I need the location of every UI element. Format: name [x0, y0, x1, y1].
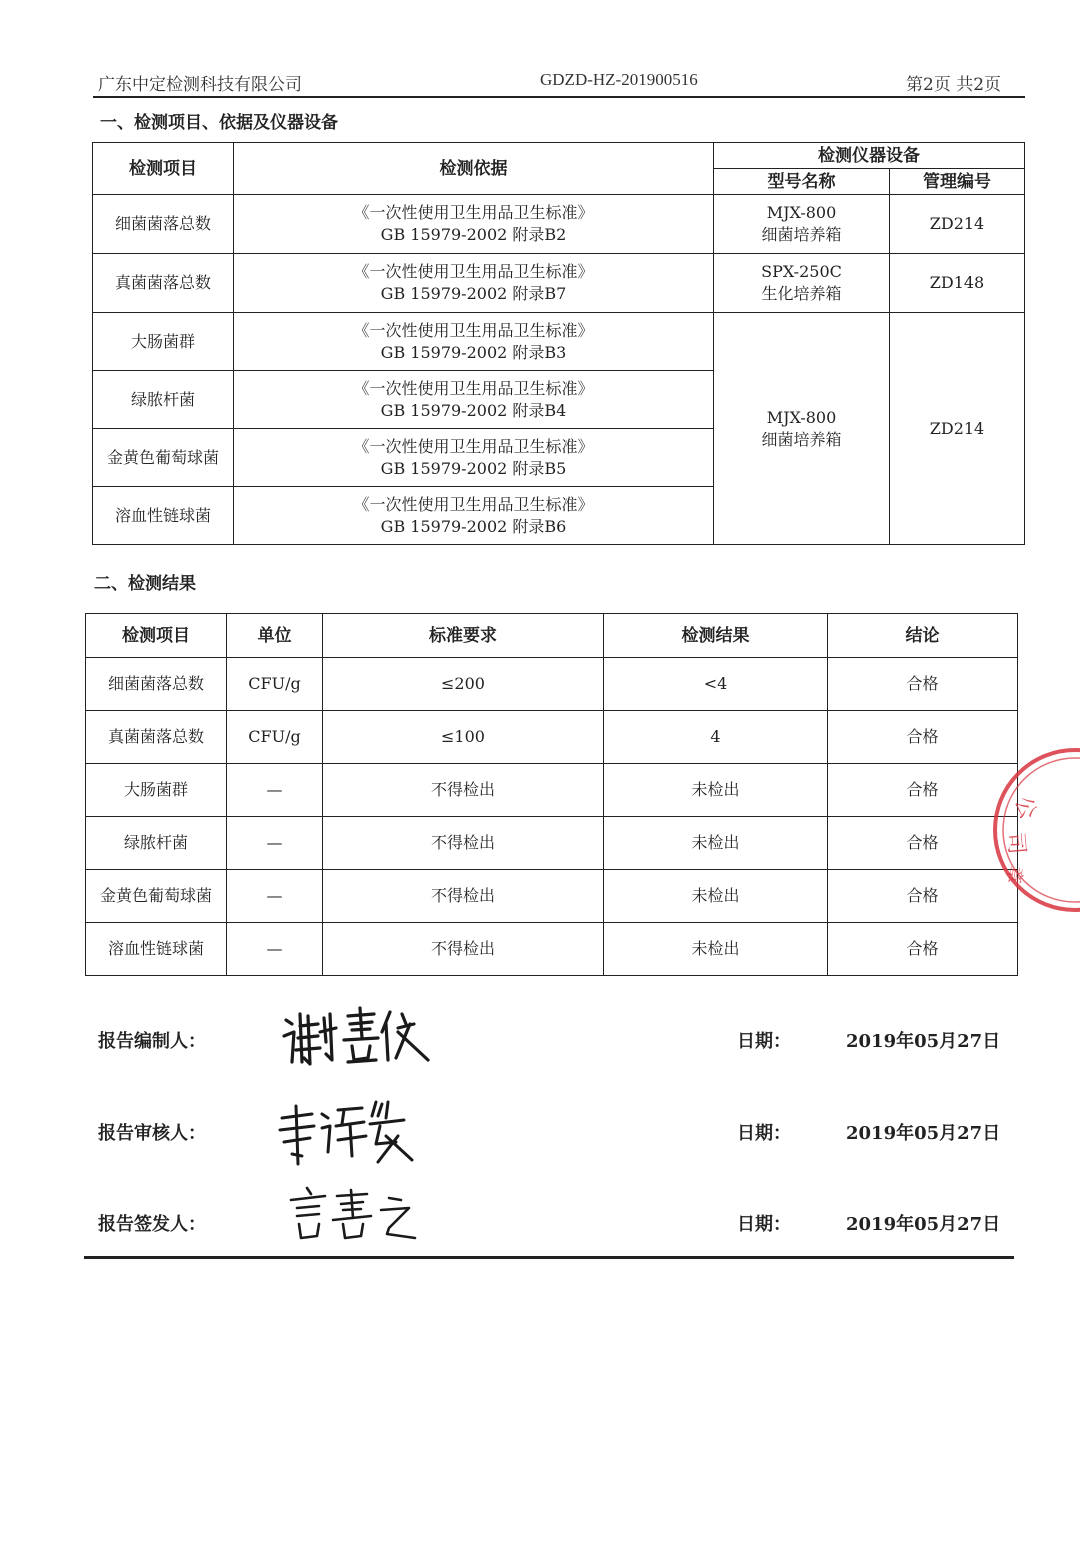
- standard-cell: 不得检出: [323, 817, 604, 870]
- col-header-item: 检测项目: [93, 143, 234, 195]
- compiler-label: 报告编制人：: [98, 1031, 206, 1052]
- item-cell: 细菌菌落总数: [93, 195, 234, 254]
- result-cell: 4: [604, 711, 828, 764]
- reviewer-signature: [272, 1096, 422, 1172]
- basis-cell: 《一次性使用卫生用品卫生标准》 GB 15979-2002 附录B3: [234, 313, 714, 371]
- col-header-item: 检测项目: [86, 614, 227, 658]
- conclusion-cell: 合格: [828, 870, 1018, 923]
- footer-rule: [84, 1256, 1014, 1259]
- standard-cell: 不得检出: [323, 870, 604, 923]
- table-row: [86, 711, 1018, 764]
- conclusion-cell: 合格: [828, 764, 1018, 817]
- unit-cell: —: [227, 923, 323, 976]
- col-header-code: 管理编号: [890, 169, 1025, 195]
- compiler-signature: [278, 1002, 438, 1076]
- col-header-conclusion: 结论: [828, 614, 1018, 658]
- conclusion-cell: 合格: [828, 711, 1018, 764]
- model-cell: MJX-800 细菌培养箱: [714, 313, 890, 545]
- unit-cell: —: [227, 870, 323, 923]
- model-cell: SPX-250C 生化培养箱: [714, 254, 890, 313]
- table-row: [93, 195, 1025, 254]
- company-stamp: [975, 745, 1080, 915]
- result-cell: 未检出: [604, 870, 828, 923]
- model-cell: MJX-800 细菌培养箱: [714, 195, 890, 254]
- issuer-date-label: 日期：: [737, 1214, 791, 1235]
- item-cell: 细菌菌落总数: [86, 658, 227, 711]
- item-cell: 绿脓杆菌: [86, 817, 227, 870]
- code-cell: ZD214: [890, 313, 1025, 545]
- section1-title: 一、检测项目、依据及仪器设备: [100, 113, 338, 133]
- company-name: 广东中定检测科技有限公司: [98, 75, 302, 95]
- item-cell: 大肠菌群: [86, 764, 227, 817]
- section2-title: 二、检测结果: [94, 574, 196, 594]
- issuer-date: 2019年05月27日: [846, 1214, 1001, 1235]
- conclusion-cell: 合格: [828, 658, 1018, 711]
- standard-cell: ≤100: [323, 711, 604, 764]
- col-header-equipment: 检测仪器设备: [714, 143, 1025, 169]
- svg-text:公: 公: [1009, 793, 1041, 823]
- result-cell: 未检出: [604, 764, 828, 817]
- result-cell: <4: [604, 658, 828, 711]
- item-cell: 真菌菌落总数: [93, 254, 234, 313]
- unit-cell: —: [227, 817, 323, 870]
- col-header-unit: 单位: [227, 614, 323, 658]
- table-row: [86, 870, 1018, 923]
- table-row: [86, 658, 1018, 711]
- item-cell: 溶血性链球菌: [86, 923, 227, 976]
- reviewer-label: 报告审核人：: [98, 1123, 206, 1144]
- item-cell: 大肠菌群: [93, 313, 234, 371]
- col-header-result: 检测结果: [604, 614, 828, 658]
- basis-cell: 《一次性使用卫生用品卫生标准》 GB 15979-2002 附录B4: [234, 371, 714, 429]
- basis-cell: 《一次性使用卫生用品卫生标准》 GB 15979-2002 附录B7: [234, 254, 714, 313]
- code-cell: ZD214: [890, 195, 1025, 254]
- item-cell: 绿脓杆菌: [93, 371, 234, 429]
- reviewer-date: 2019年05月27日: [846, 1123, 1001, 1144]
- result-cell: 未检出: [604, 923, 828, 976]
- item-cell: 金黄色葡萄球菌: [86, 870, 227, 923]
- unit-cell: CFU/g: [227, 658, 323, 711]
- header-rule: [93, 96, 1025, 98]
- table-row: [93, 254, 1025, 313]
- document-number: GDZD-HZ-201900516: [540, 70, 698, 89]
- unit-cell: CFU/g: [227, 711, 323, 764]
- result-cell: 未检出: [604, 817, 828, 870]
- reviewer-date-label: 日期：: [737, 1123, 791, 1144]
- standard-cell: 不得检出: [323, 923, 604, 976]
- table-row: [86, 923, 1018, 976]
- col-header-model: 型号名称: [714, 169, 890, 195]
- basis-cell: 《一次性使用卫生用品卫生标准》 GB 15979-2002 附录B5: [234, 429, 714, 487]
- item-cell: 金黄色葡萄球菌: [93, 429, 234, 487]
- conclusion-cell: 合格: [828, 923, 1018, 976]
- basis-equipment-table: [92, 142, 1025, 545]
- compiler-date: 2019年05月27日: [846, 1031, 1001, 1052]
- code-cell: ZD148: [890, 254, 1025, 313]
- conclusion-cell: 合格: [828, 817, 1018, 870]
- col-header-standard: 标准要求: [323, 614, 604, 658]
- basis-cell: 《一次性使用卫生用品卫生标准》 GB 15979-2002 附录B6: [234, 487, 714, 545]
- basis-cell: 《一次性使用卫生用品卫生标准》 GB 15979-2002 附录B2: [234, 195, 714, 254]
- standard-cell: ≤200: [323, 658, 604, 711]
- table-row: [86, 764, 1018, 817]
- col-header-basis: 检测依据: [234, 143, 714, 195]
- item-cell: 溶血性链球菌: [93, 487, 234, 545]
- unit-cell: —: [227, 764, 323, 817]
- page-indicator: 第2页 共2页: [906, 75, 1002, 95]
- item-cell: 真菌菌落总数: [86, 711, 227, 764]
- svg-text:章: 章: [1001, 864, 1026, 886]
- compiler-date-label: 日期：: [737, 1031, 791, 1052]
- standard-cell: 不得检出: [323, 764, 604, 817]
- table-row: [93, 313, 1025, 371]
- issuer-signature: [285, 1184, 425, 1250]
- results-table: [85, 613, 1018, 976]
- table-row: [86, 817, 1018, 870]
- issuer-label: 报告签发人：: [98, 1214, 206, 1235]
- svg-text:司: 司: [1002, 831, 1029, 856]
